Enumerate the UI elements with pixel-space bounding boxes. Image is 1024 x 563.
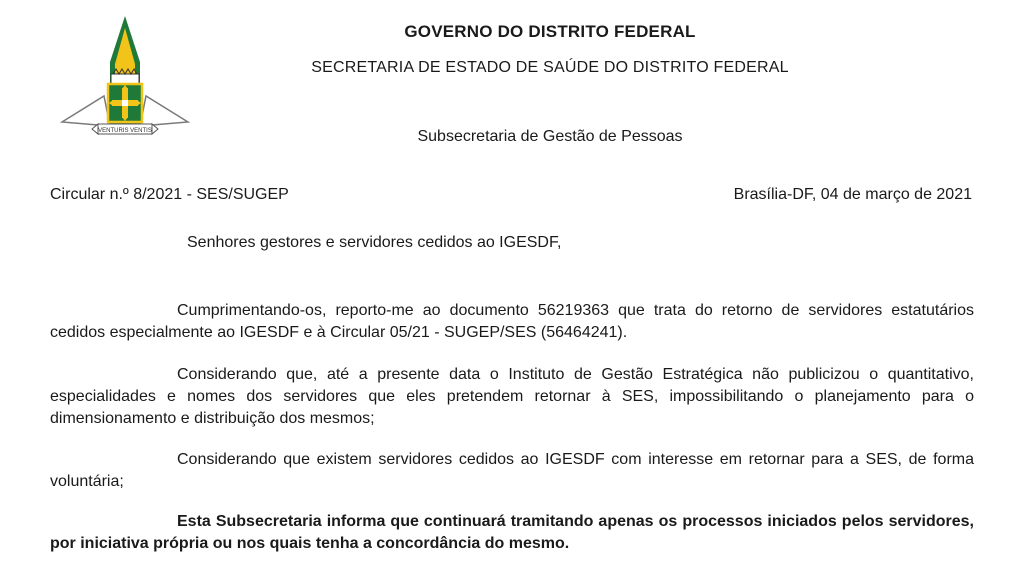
paragraph-1: Cumprimentando-os, reporto-me ao documento 56219363 que trata do retorno de servidores estatutários cedidos especialmente ao IGESDF e à Circular 05/21 - SUGEP/SES (56464241). bbox=[50, 302, 974, 341]
paragraph-4-bold: Esta Subsecretaria informa que continuará tramitando apenas os processos iniciados pelos servidores, por iniciativa própria ou nos quais tenha a concordância do mesmo. bbox=[50, 513, 974, 552]
paragraph-2: Considerando que, até a presente data o Instituto de Gestão Estratégica não publicizou o quantitativo, especialidades e nomes dos servidores que eles pretendem retornar à SES, impossibilitando o planejamento para o dimensionamento e distribuição dos mesmos; bbox=[50, 366, 974, 427]
secretariat-title: SECRETARIA DE ESTADO DE SAÚDE DO DISTRITO FEDERAL bbox=[311, 59, 789, 76]
greeting: Senhores gestores e servidores cedidos ao IGESDF, bbox=[187, 234, 562, 251]
circular-number: Circular n.º 8/2021 - SES/SUGEP bbox=[50, 186, 289, 203]
paragraph-3: Considerando que existem servidores cedidos ao IGESDF com interesse em retornar para a SES, de forma voluntária; bbox=[50, 451, 974, 490]
svg-text:VENTURIS VENTIS: VENTURIS VENTIS bbox=[98, 128, 152, 134]
subsecretariat-title: Subsecretaria de Gestão de Pessoas bbox=[417, 128, 683, 145]
government-title: GOVERNO DO DISTRITO FEDERAL bbox=[404, 22, 696, 41]
document-date: Brasília-DF, 04 de março de 2021 bbox=[733, 186, 972, 203]
